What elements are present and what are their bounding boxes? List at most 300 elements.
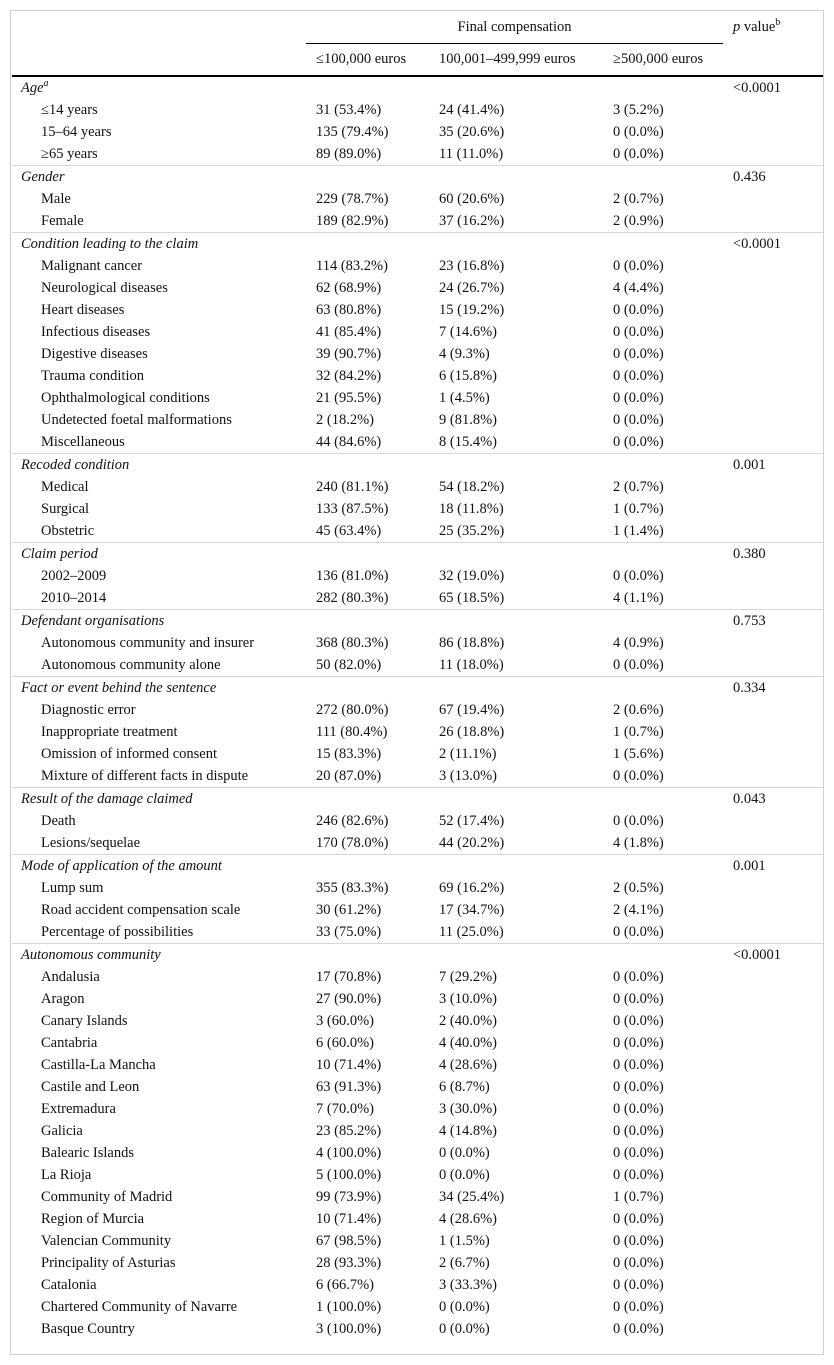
cell-high: 0 (0.0%) — [613, 301, 664, 318]
group-label-text: Gender — [21, 168, 65, 185]
cell-mid: 0 (0.0%) — [439, 1144, 490, 1161]
cell-low: 67 (98.5%) — [316, 1232, 382, 1249]
table-row — [12, 877, 823, 899]
group-label — [12, 944, 306, 967]
cell-mid: 25 (35.2%) — [439, 522, 505, 539]
cell-high: 2 (0.9%) — [613, 212, 664, 229]
table-row — [12, 1318, 823, 1340]
cell-mid: 7 (14.6%) — [439, 323, 497, 340]
cell-high: 0 (0.0%) — [613, 257, 664, 274]
empty-p-cell — [723, 143, 823, 166]
empty-p-cell — [723, 899, 823, 921]
column-header-high: ≥500,000 euros — [603, 44, 723, 77]
empty-p-cell — [723, 121, 823, 143]
table-row — [12, 765, 823, 788]
group-label — [12, 788, 306, 811]
empty-cell — [306, 677, 429, 700]
cell-high: 0 (0.0%) — [613, 1100, 664, 1117]
cell-mid: 2 (40.0%) — [439, 1012, 497, 1029]
table-row — [12, 188, 823, 210]
cell-high: 0 (0.0%) — [613, 1232, 664, 1249]
cell-high: 0 (0.0%) — [613, 389, 664, 406]
p-value-italic-p: p — [733, 19, 741, 36]
row-label: Surgical — [41, 500, 90, 517]
empty-p-cell — [723, 921, 823, 944]
empty-cell — [603, 855, 723, 878]
table-row — [12, 699, 823, 721]
header-row-top — [12, 12, 823, 44]
cell-mid: 24 (41.4%) — [439, 101, 505, 118]
table-row — [12, 1296, 823, 1318]
cell-mid: 0 (0.0%) — [439, 1320, 490, 1337]
cell-low: 240 (81.1%) — [316, 478, 389, 495]
row-label: Andalusia — [41, 968, 100, 985]
empty-p-cell — [723, 721, 823, 743]
row-label: Ophthalmological conditions — [41, 389, 210, 406]
row-label: Male — [41, 190, 71, 207]
cell-low: 7 (70.0%) — [316, 1100, 374, 1117]
table-row — [12, 255, 823, 277]
empty-p-cell — [723, 810, 823, 832]
row-label: Infectious diseases — [41, 323, 151, 340]
p-value-cell: 0.001 — [723, 855, 823, 878]
row-label: Trauma condition — [41, 367, 144, 384]
cell-low: 20 (87.0%) — [316, 767, 382, 784]
empty-cell — [429, 677, 603, 700]
cell-mid: 3 (33.3%) — [439, 1276, 497, 1293]
cell-mid: 86 (18.8%) — [439, 634, 505, 651]
row-label: Inappropriate treatment — [41, 723, 178, 740]
cell-mid: 2 (6.7%) — [439, 1254, 490, 1271]
cell-low: 170 (78.0%) — [316, 834, 389, 851]
group-row — [12, 855, 823, 878]
cell-high: 0 (0.0%) — [613, 1210, 664, 1227]
cell-mid: 4 (28.6%) — [439, 1210, 497, 1227]
empty-p-cell — [723, 1296, 823, 1318]
cell-low: 3 (60.0%) — [316, 1012, 374, 1029]
empty-cell — [306, 233, 429, 256]
group-label — [12, 454, 306, 477]
group-label — [12, 677, 306, 700]
row-label: Catalonia — [41, 1276, 97, 1293]
table-row — [12, 1098, 823, 1120]
cell-high: 0 (0.0%) — [613, 1276, 664, 1293]
cell-low: 63 (80.8%) — [316, 301, 382, 318]
group-row — [12, 944, 823, 967]
cell-high: 1 (5.6%) — [613, 745, 664, 762]
empty-p-cell — [723, 498, 823, 520]
row-label: Basque Country — [41, 1320, 135, 1337]
row-label: Neurological diseases — [41, 279, 168, 296]
empty-cell — [603, 454, 723, 477]
cell-low: 33 (75.0%) — [316, 923, 382, 940]
row-label: Medical — [41, 478, 89, 495]
cell-mid: 26 (18.8%) — [439, 723, 505, 740]
empty-cell — [306, 855, 429, 878]
empty-p-cell — [723, 1098, 823, 1120]
table-row — [12, 143, 823, 166]
cell-mid: 0 (0.0%) — [439, 1298, 490, 1315]
empty-cell — [603, 233, 723, 256]
empty-cell — [306, 76, 429, 99]
cell-mid: 37 (16.2%) — [439, 212, 505, 229]
table-row — [12, 210, 823, 233]
table-row — [12, 1054, 823, 1076]
group-label — [12, 610, 306, 633]
cell-mid: 35 (20.6%) — [439, 123, 505, 140]
empty-cell — [429, 233, 603, 256]
cell-mid: 9 (81.8%) — [439, 411, 497, 428]
table-row — [12, 343, 823, 365]
empty-cell — [306, 454, 429, 477]
p-value-cell: 0.753 — [723, 610, 823, 633]
table-row — [12, 1274, 823, 1296]
cell-low: 63 (91.3%) — [316, 1078, 382, 1095]
empty-cell — [603, 166, 723, 189]
cell-high: 0 (0.0%) — [613, 367, 664, 384]
empty-p-cell — [723, 1318, 823, 1340]
empty-cell — [603, 610, 723, 633]
empty-cell — [429, 543, 603, 566]
p-value-cell: 0.001 — [723, 454, 823, 477]
cell-mid: 11 (11.0%) — [439, 145, 504, 162]
p-value-cell: 0.380 — [723, 543, 823, 566]
row-label: ≥65 years — [41, 145, 98, 162]
p-value-header — [723, 12, 823, 44]
cell-high: 4 (0.9%) — [613, 634, 664, 651]
table-row — [12, 365, 823, 387]
cell-low: 114 (83.2%) — [316, 257, 388, 274]
empty-cell — [603, 543, 723, 566]
group-label-text: Fact or event behind the sentence — [21, 679, 217, 696]
cell-high: 0 (0.0%) — [613, 123, 664, 140]
cell-mid: 6 (8.7%) — [439, 1078, 490, 1095]
cell-high: 0 (0.0%) — [613, 1166, 664, 1183]
empty-p-cell — [723, 409, 823, 431]
cell-mid: 24 (26.7%) — [439, 279, 505, 296]
compensation-table — [12, 12, 823, 1340]
group-label — [12, 166, 306, 189]
table-row — [12, 632, 823, 654]
cell-mid: 1 (1.5%) — [439, 1232, 490, 1249]
empty-p-cell — [723, 343, 823, 365]
empty-cell — [429, 610, 603, 633]
cell-mid: 4 (14.8%) — [439, 1122, 497, 1139]
cell-low: 10 (71.4%) — [316, 1210, 382, 1227]
table-row — [12, 1142, 823, 1164]
cell-low: 62 (68.9%) — [316, 279, 382, 296]
cell-mid: 54 (18.2%) — [439, 478, 505, 495]
empty-cell — [306, 610, 429, 633]
group-row — [12, 543, 823, 566]
empty-p-cell — [723, 877, 823, 899]
empty-p-cell — [723, 1164, 823, 1186]
empty-p-cell — [723, 1010, 823, 1032]
cell-high: 2 (0.7%) — [613, 190, 664, 207]
cell-mid: 3 (13.0%) — [439, 767, 497, 784]
cell-mid: 52 (17.4%) — [439, 812, 505, 829]
table-row — [12, 121, 823, 143]
empty-p-cell — [723, 832, 823, 855]
cell-low: 50 (82.0%) — [316, 656, 382, 673]
table-row — [12, 1076, 823, 1098]
group-footnote-mark: a — [43, 77, 49, 89]
cell-low: 1 (100.0%) — [316, 1298, 382, 1315]
column-header-mid: 100,001–499,999 euros — [429, 44, 603, 77]
empty-cell — [429, 944, 603, 967]
cell-high: 0 (0.0%) — [613, 433, 664, 450]
p-value-cell: 0.334 — [723, 677, 823, 700]
empty-cell — [429, 76, 603, 99]
cell-low: 272 (80.0%) — [316, 701, 389, 718]
group-label-text: Condition leading to the claim — [21, 235, 199, 252]
group-label — [12, 76, 306, 99]
empty-p-cell — [723, 1252, 823, 1274]
empty-p-cell — [723, 1076, 823, 1098]
empty-p-cell — [723, 1142, 823, 1164]
cell-high: 0 (0.0%) — [613, 1122, 664, 1139]
row-label: La Rioja — [41, 1166, 92, 1183]
table-row — [12, 99, 823, 121]
cell-high: 0 (0.0%) — [613, 323, 664, 340]
empty-p-cell — [723, 210, 823, 233]
cell-low: 4 (100.0%) — [316, 1144, 382, 1161]
cell-low: 23 (85.2%) — [316, 1122, 382, 1139]
row-label: Valencian Community — [41, 1232, 172, 1249]
empty-cell — [603, 76, 723, 99]
header-empty-cell — [12, 12, 306, 44]
cell-low: 135 (79.4%) — [316, 123, 389, 140]
table-row — [12, 299, 823, 321]
row-label: Community of Madrid — [41, 1188, 173, 1205]
empty-cell — [306, 543, 429, 566]
cell-high: 0 (0.0%) — [613, 1034, 664, 1051]
cell-low: 44 (84.6%) — [316, 433, 382, 450]
cell-high: 0 (0.0%) — [613, 1254, 664, 1271]
cell-mid: 3 (10.0%) — [439, 990, 497, 1007]
cell-high: 2 (4.1%) — [613, 901, 664, 918]
cell-mid: 60 (20.6%) — [439, 190, 505, 207]
table-row — [12, 1010, 823, 1032]
cell-low: 133 (87.5%) — [316, 500, 389, 517]
column-header-low: ≤100,000 euros — [306, 44, 429, 77]
table-row — [12, 1252, 823, 1274]
empty-p-cell — [723, 520, 823, 543]
p-value-cell: <0.0001 — [723, 233, 823, 256]
table-row — [12, 1208, 823, 1230]
empty-p-cell — [723, 277, 823, 299]
p-value-cell: <0.0001 — [733, 79, 782, 96]
cell-high: 0 (0.0%) — [613, 1056, 664, 1073]
row-label: Castile and Leon — [41, 1078, 140, 1095]
cell-low: 282 (80.3%) — [316, 589, 389, 606]
table-row — [12, 387, 823, 409]
empty-p-cell — [723, 1186, 823, 1208]
cell-mid: 11 (25.0%) — [439, 923, 504, 940]
row-label: Castilla-La Mancha — [41, 1056, 156, 1073]
cell-mid: 4 (40.0%) — [439, 1034, 497, 1051]
empty-p-cell — [723, 632, 823, 654]
empty-cell — [306, 788, 429, 811]
cell-low: 10 (71.4%) — [316, 1056, 382, 1073]
cell-low: 136 (81.0%) — [316, 567, 389, 584]
cell-high: 0 (0.0%) — [613, 567, 664, 584]
empty-p-cell — [723, 387, 823, 409]
row-label: Digestive diseases — [41, 345, 148, 362]
empty-cell — [429, 788, 603, 811]
cell-low: 189 (82.9%) — [316, 212, 389, 229]
empty-cell — [603, 788, 723, 811]
cell-high: 2 (0.6%) — [613, 701, 664, 718]
cell-mid: 0 (0.0%) — [439, 1166, 490, 1183]
cell-mid: 32 (19.0%) — [439, 567, 505, 584]
empty-p-cell — [723, 988, 823, 1010]
cell-low: 21 (95.5%) — [316, 389, 382, 406]
cell-high: 4 (1.1%) — [613, 589, 664, 606]
cell-low: 246 (82.6%) — [316, 812, 389, 829]
cell-high: 0 (0.0%) — [613, 767, 664, 784]
cell-mid: 23 (16.8%) — [439, 257, 505, 274]
cell-mid: 69 (16.2%) — [439, 879, 505, 896]
empty-p-cell — [723, 699, 823, 721]
table-row — [12, 654, 823, 677]
empty-p-cell — [723, 476, 823, 498]
row-label: Obstetric — [41, 522, 95, 539]
cell-low: 28 (93.3%) — [316, 1254, 382, 1271]
empty-cell — [429, 855, 603, 878]
row-label: Galicia — [41, 1122, 83, 1139]
table-body — [12, 76, 823, 1340]
empty-p-cell — [723, 743, 823, 765]
row-label: Miscellaneous — [41, 433, 125, 450]
cell-mid: 6 (15.8%) — [439, 367, 497, 384]
table-row — [12, 966, 823, 988]
cell-low: 31 (53.4%) — [316, 101, 382, 118]
cell-low: 27 (90.0%) — [316, 990, 382, 1007]
cell-mid: 44 (20.2%) — [439, 834, 505, 851]
cell-high: 1 (0.7%) — [613, 1188, 664, 1205]
group-row — [12, 610, 823, 633]
row-label: Principality of Asturias — [41, 1254, 176, 1271]
cell-low: 45 (63.4%) — [316, 522, 382, 539]
cell-low: 368 (80.3%) — [316, 634, 389, 651]
table-row — [12, 565, 823, 587]
empty-cell — [306, 944, 429, 967]
table-row — [12, 1186, 823, 1208]
final-compensation-header: Final compensation — [306, 12, 723, 44]
cell-low: 229 (78.7%) — [316, 190, 389, 207]
cell-high: 0 (0.0%) — [613, 1320, 664, 1337]
cell-mid: 15 (19.2%) — [439, 301, 505, 318]
cell-low: 2 (18.2%) — [316, 411, 374, 428]
cell-high: 2 (0.7%) — [613, 478, 664, 495]
group-row — [12, 788, 823, 811]
empty-p-cell — [723, 321, 823, 343]
row-label: Heart diseases — [41, 301, 125, 318]
cell-low: 32 (84.2%) — [316, 367, 382, 384]
empty-p-cell — [723, 565, 823, 587]
empty-p-cell — [723, 99, 823, 121]
table-row — [12, 520, 823, 543]
table-row — [12, 1164, 823, 1186]
row-label: Extremadura — [41, 1100, 116, 1117]
table-row — [12, 1032, 823, 1054]
cell-high: 0 (0.0%) — [613, 656, 664, 673]
row-label: Cantabria — [41, 1034, 98, 1051]
table-row — [12, 587, 823, 610]
row-label: Percentage of possibilities — [41, 923, 194, 940]
row-label: Aragon — [41, 990, 85, 1007]
group-label-text: Defendant organisations — [21, 612, 165, 629]
cell-high: 0 (0.0%) — [613, 1298, 664, 1315]
cell-high: 3 (5.2%) — [613, 101, 664, 118]
row-label: ≤14 years — [41, 101, 98, 118]
row-label: Mixture of different facts in dispute — [41, 767, 249, 784]
table-row — [12, 431, 823, 454]
cell-high: 1 (0.7%) — [613, 500, 664, 517]
cell-mid: 1 (4.5%) — [439, 389, 490, 406]
cell-low: 5 (100.0%) — [316, 1166, 382, 1183]
table-row — [12, 832, 823, 855]
cell-mid: 8 (15.4%) — [439, 433, 497, 450]
table-row — [12, 988, 823, 1010]
cell-mid: 4 (9.3%) — [439, 345, 490, 362]
table-row — [12, 921, 823, 944]
row-label: Region of Murcia — [41, 1210, 145, 1227]
empty-p-cell — [723, 1230, 823, 1252]
cell-mid: 17 (34.7%) — [439, 901, 505, 918]
empty-cell — [603, 677, 723, 700]
row-label: 2010–2014 — [41, 589, 107, 606]
table-row — [12, 721, 823, 743]
table-row — [12, 1230, 823, 1252]
empty-p-cell — [723, 1032, 823, 1054]
group-label-text: Result of the damage claimed — [21, 790, 193, 807]
cell-high: 4 (1.8%) — [613, 834, 664, 851]
group-label-text: Age — [21, 79, 44, 96]
cell-low: 39 (90.7%) — [316, 345, 382, 362]
empty-p-cell — [723, 654, 823, 677]
empty-p-cell — [723, 431, 823, 454]
cell-high: 0 (0.0%) — [613, 812, 664, 829]
group-label — [12, 233, 306, 256]
empty-p-cell — [723, 1274, 823, 1296]
row-label: Balearic Islands — [41, 1144, 135, 1161]
cell-low: 30 (61.2%) — [316, 901, 382, 918]
empty-cell — [603, 944, 723, 967]
cell-low: 89 (89.0%) — [316, 145, 382, 162]
cell-mid: 2 (11.1%) — [439, 745, 497, 762]
empty-p-cell — [723, 188, 823, 210]
empty-p-cell — [723, 1120, 823, 1142]
row-label: Chartered Community of Navarre — [41, 1298, 238, 1315]
empty-cell — [429, 454, 603, 477]
row-label: Omission of informed consent — [41, 745, 217, 762]
cell-mid: 34 (25.4%) — [439, 1188, 505, 1205]
p-value-cell: <0.0001 — [723, 944, 823, 967]
row-label: Diagnostic error — [41, 701, 136, 718]
cell-low: 111 (80.4%) — [316, 723, 388, 740]
cell-high: 0 (0.0%) — [613, 345, 664, 362]
empty-p-cell — [723, 966, 823, 988]
cell-high: 0 (0.0%) — [613, 411, 664, 428]
cell-mid: 67 (19.4%) — [439, 701, 505, 718]
empty-p-cell — [723, 1208, 823, 1230]
table-row — [12, 810, 823, 832]
row-label: Lesions/sequelae — [41, 834, 141, 851]
cell-low: 41 (85.4%) — [316, 323, 382, 340]
group-row — [12, 166, 823, 189]
